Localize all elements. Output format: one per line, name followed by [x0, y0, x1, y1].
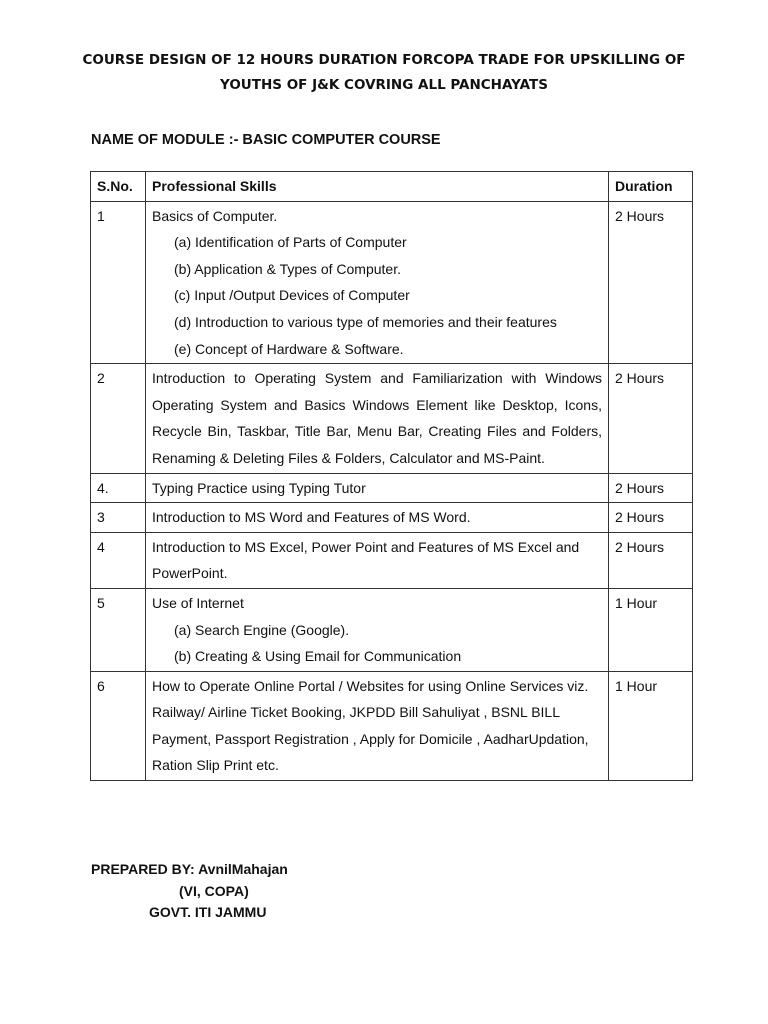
row-skills	[146, 201, 609, 364]
skill-subitem: (e) Concept of Hardware & Software.	[174, 340, 404, 357]
table-row	[91, 671, 693, 780]
module-name: NAME OF MODULE :- BASIC COMPUTER COURSE	[91, 132, 441, 148]
row-sno: 5	[91, 588, 146, 671]
row-skills	[146, 364, 609, 473]
row-sno: 2	[91, 364, 146, 473]
header-professional-skills: Professional Skills	[146, 172, 609, 202]
skill-subitem: (a) Identification of Parts of Computer	[174, 234, 407, 251]
row-skills	[146, 532, 609, 588]
title-line-2: YOUTHS OF J&K COVRING ALL PANCHAYATS	[220, 77, 548, 93]
table-header-row	[91, 172, 693, 202]
row-duration: 2 Hours	[609, 473, 693, 503]
row-sno: 4	[91, 532, 146, 588]
row-duration: 2 Hours	[609, 503, 693, 533]
prepared-by-block	[91, 859, 288, 924]
row-duration: 2 Hours	[609, 364, 693, 473]
skill-description: Introduction to Operating System and Familiarization with Windows Operating System and Basics Windows Element like Desktop, Icons, Recycle Bin, Taskbar, Title Bar, Menu Bar, Creating Files and Folders, Renaming & Deleting Files & Folders, Calculator and MS-Paint.	[152, 370, 602, 466]
skill-description: Introduction to MS Excel, Power Point and Features of MS Excel and PowerPoint.	[152, 538, 580, 582]
row-sno: 6	[91, 671, 146, 780]
page-title	[60, 48, 708, 98]
row-skills	[146, 671, 609, 780]
table-row	[91, 473, 693, 503]
table-row	[91, 588, 693, 671]
row-sno: 1	[91, 201, 146, 364]
prepared-by-label: PREPARED BY: AvnilMahajan	[91, 861, 288, 877]
skill-subitem: (b) Application & Types of Computer.	[174, 260, 401, 277]
skill-title: Use of Internet	[152, 594, 244, 611]
prepared-by-role: (VI, COPA)	[179, 882, 249, 899]
header-duration: Duration	[609, 172, 693, 202]
row-duration: 1 Hour	[609, 671, 693, 780]
prepared-by-institution: GOVT. ITI JAMMU	[149, 904, 267, 920]
title-line-1: COURSE DESIGN OF 12 HOURS DURATION FORCOPA TRADE FOR UPSKILLING OF	[82, 52, 686, 68]
skill-description: How to Operate Online Portal / Websites for using Online Services viz. Railway/ Airline Ticket Booking, JKPDD Bill Sahuliyat , BSNL BILL Payment, Passport Registration , Apply for Domicile , AadharUpdation, Ration Slip Print etc.	[152, 677, 589, 774]
row-skills	[146, 503, 609, 533]
table-row	[91, 201, 693, 364]
table-row	[91, 503, 693, 533]
row-skills	[146, 473, 609, 503]
row-duration: 2 Hours	[609, 532, 693, 588]
row-sno: 3	[91, 503, 146, 533]
row-duration: 1 Hour	[609, 588, 693, 671]
course-table	[90, 171, 693, 781]
row-sno: 4.	[91, 473, 146, 503]
skill-subitem: (a) Search Engine (Google).	[174, 621, 350, 638]
row-duration: 2 Hours	[609, 201, 693, 364]
skill-subitem: (b) Creating & Using Email for Communication	[174, 648, 462, 665]
skill-subitem: (d) Introduction to various type of memories and their features	[174, 313, 557, 330]
row-skills	[146, 588, 609, 671]
skill-description: Typing Practice using Typing Tutor	[152, 479, 366, 496]
skill-title: Basics of Computer.	[152, 207, 278, 224]
table-row	[91, 364, 693, 473]
header-sno: S.No.	[91, 172, 146, 202]
table-row	[91, 532, 693, 588]
skill-subitem: (c) Input /Output Devices of Computer	[174, 287, 410, 304]
skill-description: Introduction to MS Word and Features of MS Word.	[152, 509, 471, 526]
